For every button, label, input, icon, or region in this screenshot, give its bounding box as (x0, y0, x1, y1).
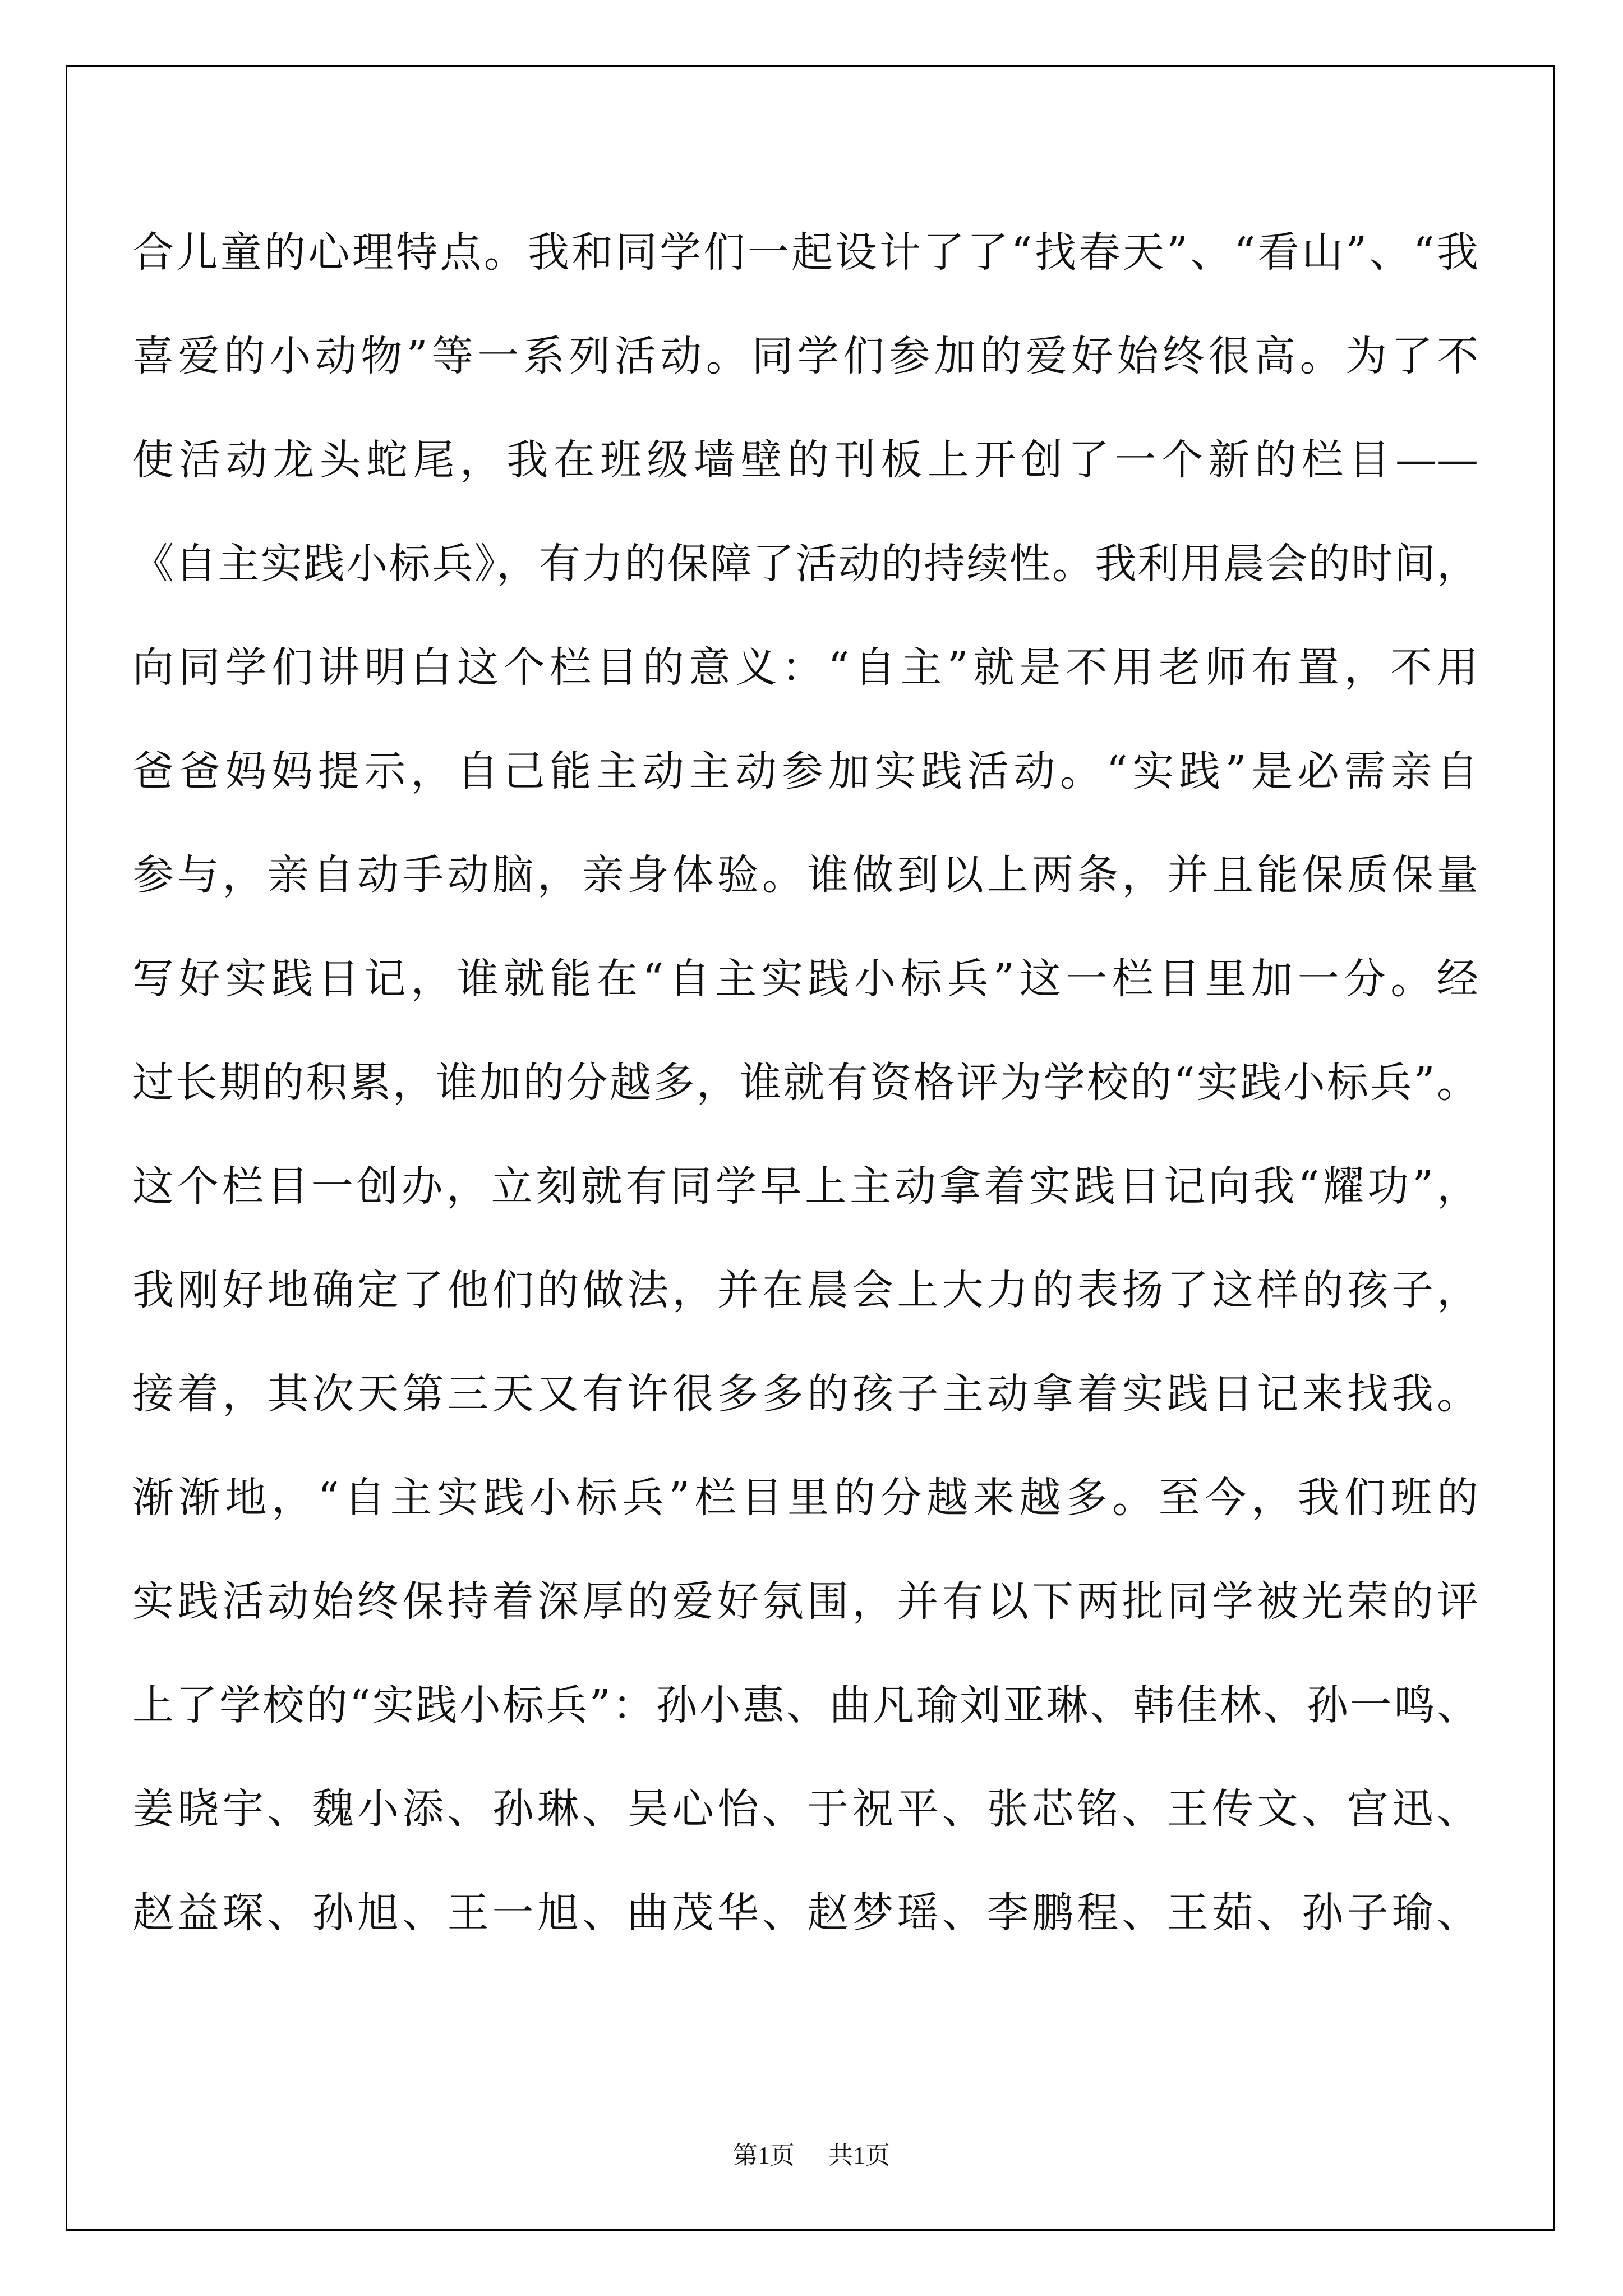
text-line: 接着，其次天第三天又有许很多多的孩子主动拿着实践日记来找我。 (132, 1370, 1478, 1418)
text-line: 我刚好地确定了他们的做法，并在晨会上大力的表扬了这样的孩子， (132, 1266, 1478, 1314)
text-line: 《自主实践小标兵》，有力的保障了活动的持续性。我利用晨会的时间， (132, 540, 1478, 588)
page-footer (0, 2139, 1623, 2173)
text-line: 实践活动始终保持着深厚的爱好氛围，并有以下两批同学被光荣的评 (132, 1577, 1478, 1626)
text-line: 过长期的积累，谁加的分越多，谁就有资格评为学校的“实践小标兵”。 (132, 1059, 1478, 1107)
text-line: 赵益琛、孙旭、王一旭、曲茂华、赵梦瑶、李鹏程、王茹、孙子瑜、 (132, 1889, 1478, 1937)
text-line: 渐渐地，“自主实践小标兵”栏目里的分越来越多。至今，我们班的 (132, 1474, 1478, 1522)
text-line: 这个栏目一创办，立刻就有同学早上主动拿着实践日记向我“耀功”， (132, 1162, 1478, 1211)
text-line: 爸爸妈妈提示，自己能主动主动参加实践活动。“实践”是必需亲自 (132, 747, 1478, 795)
text-line: 向同学们讲明白这个栏目的意义：“自主”就是不用老师布置，不用 (132, 643, 1478, 692)
text-line: 姜晓宇、魏小添、孙琳、吴心怡、于祝平、张芯铭、王传文、宫迅、 (132, 1785, 1478, 1833)
text-line: 参与，亲自动手动脑，亲身体验。谁做到以上两条，并且能保质保量 (132, 851, 1478, 899)
text-line: 使活动龙头蛇尾，我在班级墙壁的刊板上开创了一个新的栏目—— (132, 436, 1478, 484)
page-total: 共1页 (828, 2142, 890, 2169)
text-line: 写好实践日记，谁就能在“自主实践小标兵”这一栏目里加一分。经 (132, 955, 1478, 1003)
page-number: 第1页 (733, 2142, 795, 2169)
text-line: 上了学校的“实践小标兵”：孙小惠、曲凡瑜刘亚琳、韩佳林、孙一鸣、 (132, 1681, 1478, 1729)
text-line: 喜爱的小动物”等一系列活动。同学们参加的爱好始终很高。为了不 (132, 332, 1478, 380)
text-line: 合儿童的心理特点。我和同学们一起设计了了“找春天”、“看山”、“我 (132, 228, 1478, 277)
